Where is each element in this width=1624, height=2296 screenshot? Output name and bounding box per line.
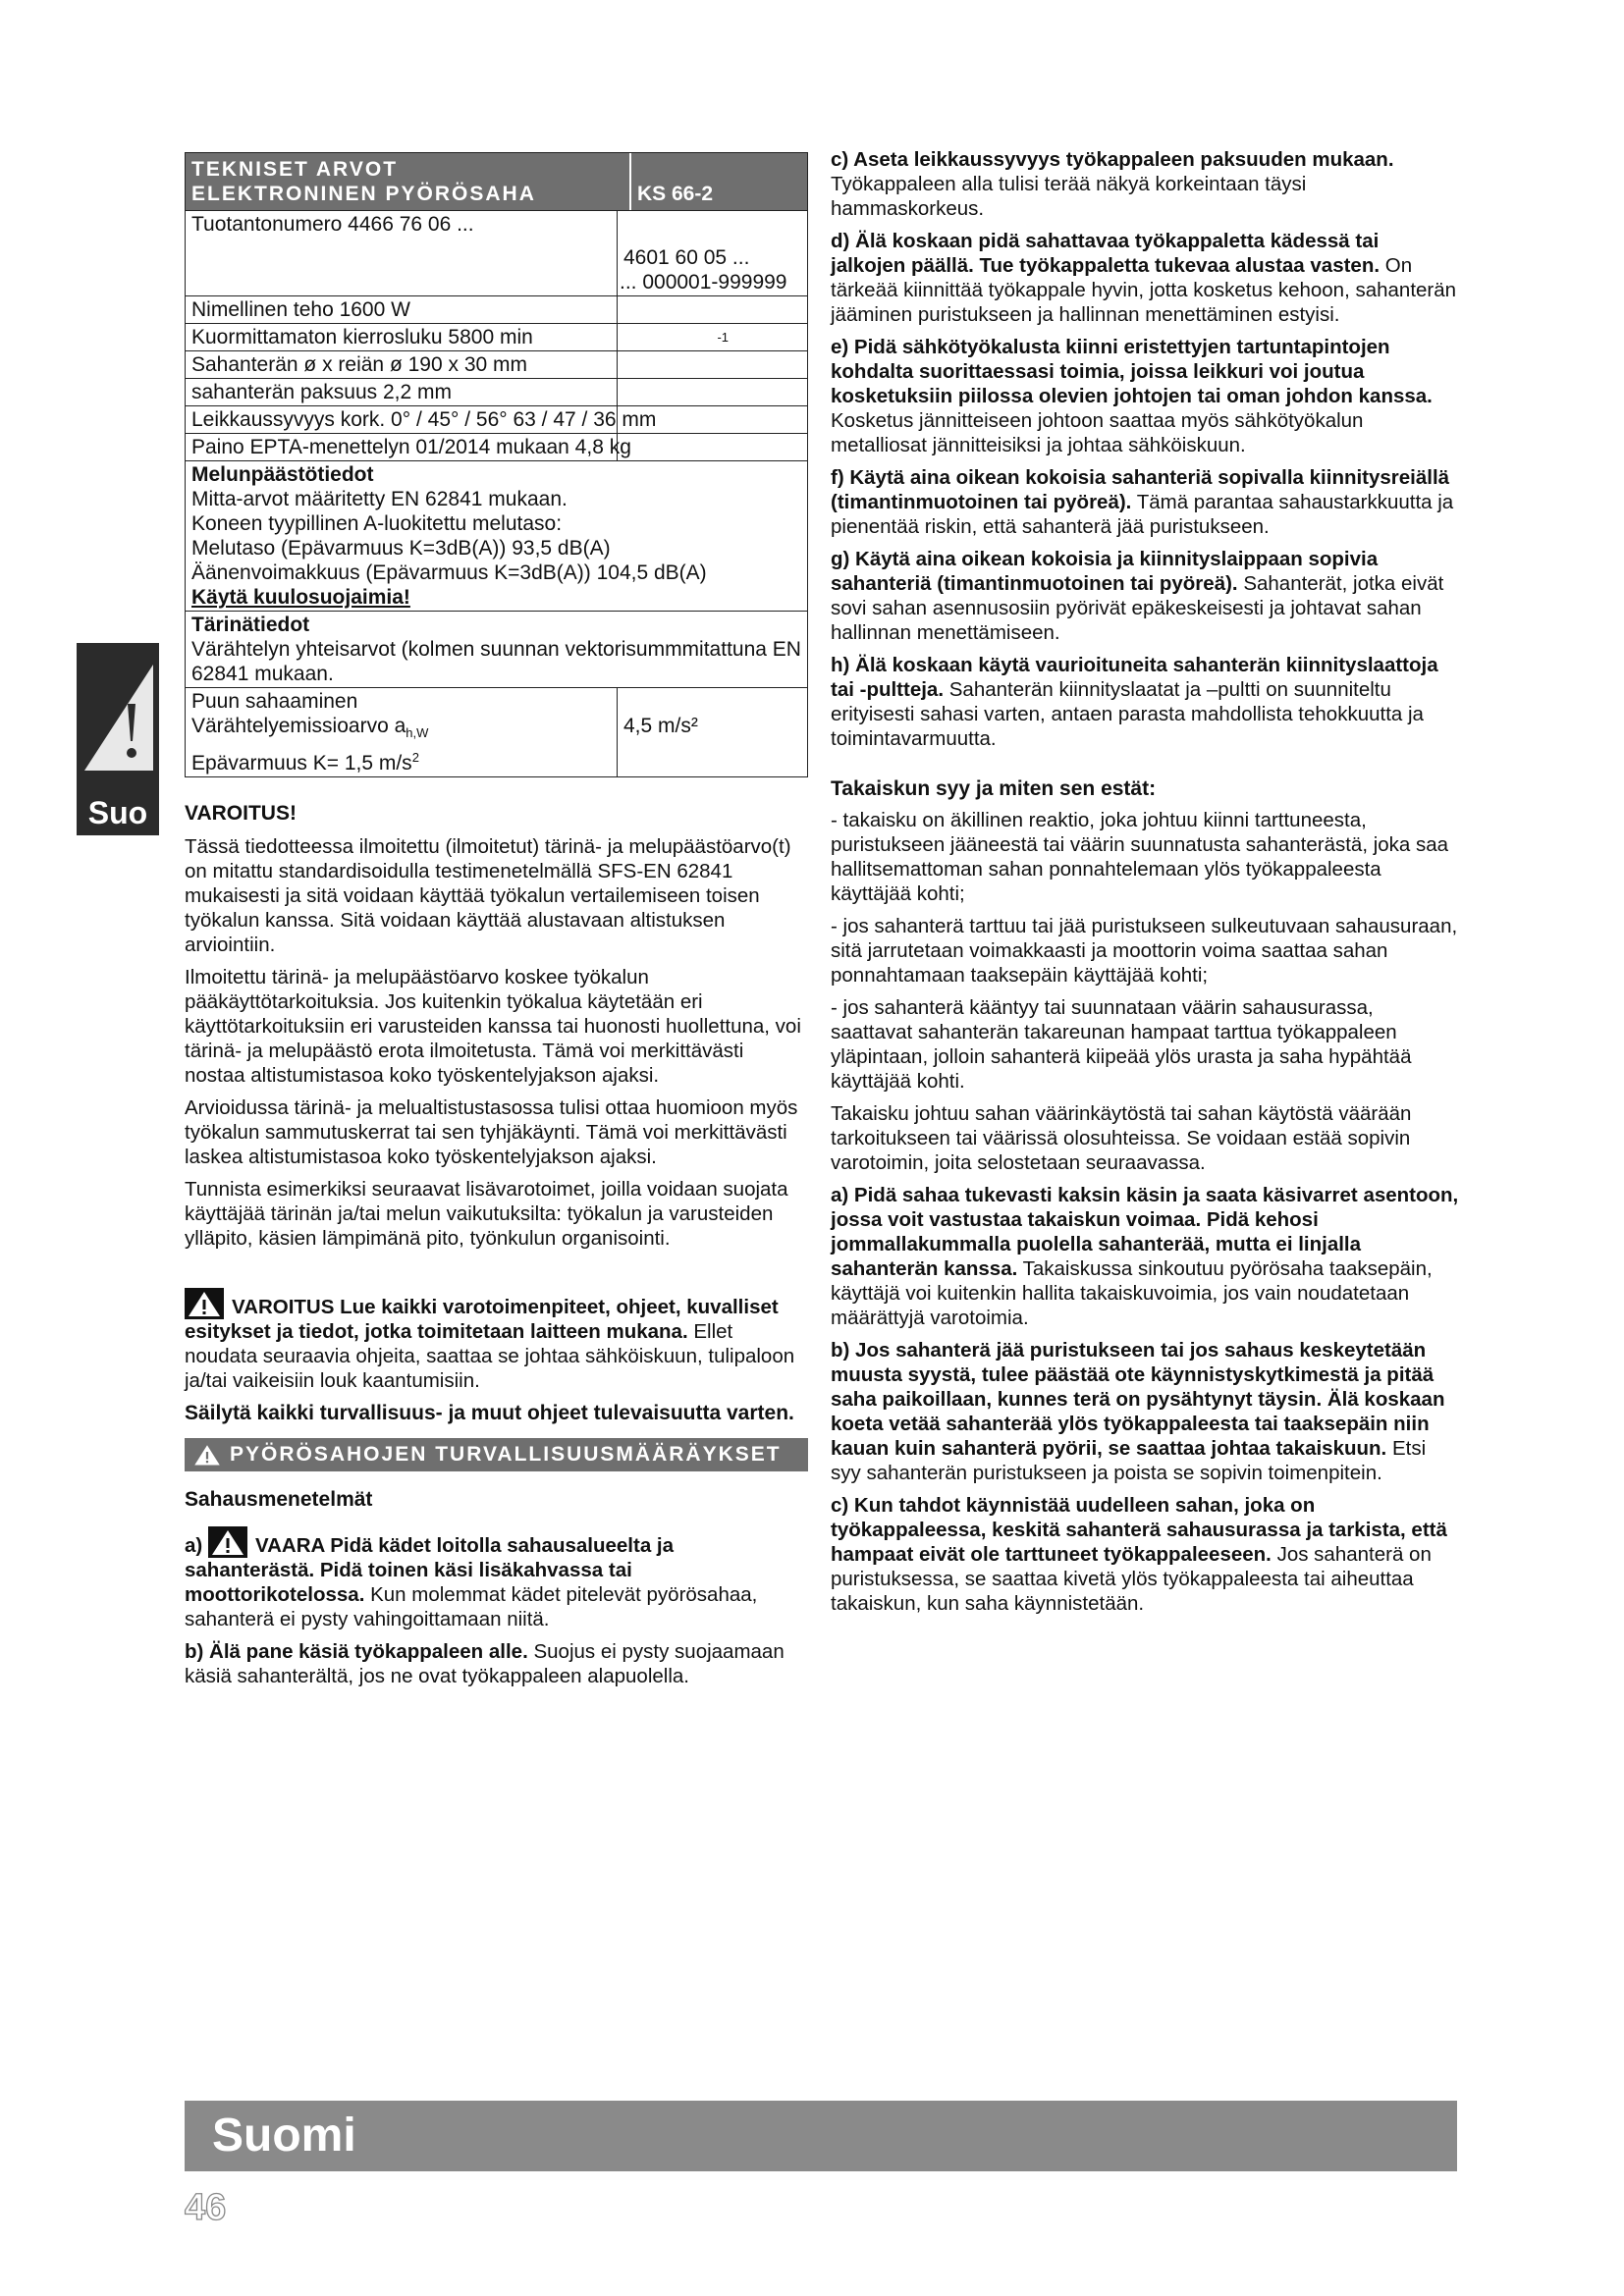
table-row: Kuormittamaton kierrosluku 5800 min <box>186 324 618 350</box>
safety-item-b <box>185 1639 808 1688</box>
safety-item-a <box>185 1526 808 1631</box>
noise-heading: Melunpäästötiedot <box>191 463 374 486</box>
kickback-item <box>831 1338 1459 1485</box>
table-row: Leikkaussyvyys kork. 0° / 45° / 56° 63 / 47 / 36 mm <box>186 406 618 433</box>
table-row: sahanterän paksuus 2,2 mm <box>186 379 618 405</box>
item-text: Työkappaleen alla tulisi terää näkyä korkeintaan täysi hammaskorkeus. <box>831 173 1307 220</box>
side-tab-label: Suo <box>87 795 148 830</box>
model-name: KS 66-2 <box>637 183 714 205</box>
item-text: Kosketus jännitteiseen johtoon saattaa myös sähkötyökalun metalliosat jännitteisiksi ja johtaa sähköiskuun. <box>831 409 1364 456</box>
kickback-paragraph: - jos sahanterä tarttuu tai jää puristukseen sulkeutuvaan sahausuraan, sitä jarrutetaan voimakkaasti ja moottorin voima saattaa sahan ponnahtamaan taaksepäin käyttäjää kohti; <box>831 915 1458 987</box>
left-paragraph: Tunnista esimerkiksi seuraavat lisävarotoimet, joilla voidaan suojata käyttäjää tärinän ja/tai melun vaikutuksilta: työkalun ja varusteiden ylläpito, käsien lämpimänä pito, työnkulun organisointi. <box>185 1178 788 1251</box>
hearing-protection: Käytä kuulosuojaimia! <box>191 586 410 609</box>
kickback-paragraph: - takaisku on äkillinen reaktio, joka johtuu kiinni tarttuneesta, puristukseen jääneestä tai väärin suunnatusta sahanterästä, joka saa hallitsemattoman sahan ponnahtelemaan ylös työkappaleesta käyttäjää kohti; <box>831 809 1449 905</box>
table-title-line2: ELEKTRONINEN PYÖRÖSAHA <box>191 183 536 205</box>
kickback-heading: Takaiskun syy ja miten sen estät: <box>831 777 1157 800</box>
noise-line: Äänenvoimakkuus (Epävarmuus K=3dB(A)) 104,5 dB(A) <box>191 561 707 584</box>
section-title: PYÖRÖSAHOJEN TURVALLISUUSMÄÄRÄYKSET <box>230 1443 782 1467</box>
item-text: On tärkeää kiinnittää työkappale hyvin, jotta kosketus kehoon, sahanterän jääminen puristukseen ja hallinnan menettäminen estyisi. <box>831 254 1457 326</box>
safety-item <box>831 465 1459 539</box>
item-text: Sahanterät, jotka eivät sovi sahan asennusosiin pyörivät epäkeskeisesti ja johtavat sahan hallinnan menettämiseen. <box>831 572 1444 644</box>
general-warning <box>185 1288 808 1393</box>
safety-item <box>831 653 1459 751</box>
rpm-superscript: -1 <box>717 330 729 345</box>
item-text: Tämä parantaa sahaustarkkuutta ja pienentää riskin, että sahanterä jää puristukseen. <box>831 491 1454 538</box>
item-bold: h) Älä koskaan käytä vaurioituneita sahanterän kiinnityslaattoja tai -pultteja. <box>831 654 1438 701</box>
sawing-methods-heading: Sahausmenetelmät <box>185 1488 373 1512</box>
item-bold: a) Pidä sahaa tukevasti kaksin käsin ja saata käsivarret asentoon, jossa voit vastustaa takaiskun voimaa. Pidä kehosi jommallakummalla puolella sahanterää, mutta ei linjalla sahanterän kanssa. <box>831 1184 1459 1280</box>
vibration-subscript: h,W <box>406 725 429 741</box>
table-row: Sahanterän ø x reiän ø 190 x 30 mm <box>186 351 618 378</box>
noise-line: Mitta-arvot määritetty EN 62841 mukaan. <box>191 488 568 510</box>
item-b-bold: b) Älä pane käsiä työkappaleen alle. <box>185 1640 528 1664</box>
wood-sawing-label: Puun sahaaminen <box>191 690 358 713</box>
page-number: 46 <box>185 2187 227 2228</box>
left-paragraph: Tässä tiedotteessa ilmoitettu (ilmoitetut) tärinä- ja melupäästöarvo(t) on mitattu standardisoidulla testimenetelmällä SFS-EN 62841 mukaisesti ja sitä voidaan käyttää työkalun vertailemiseen toisen työkalun kanssa. Sitä voidaan käyttää alustavaan altistuksen arviointiin. <box>185 835 791 957</box>
language-footer-bar <box>185 2101 1457 2171</box>
kickback-item <box>831 1493 1459 1616</box>
table-row: Paino EPTA-menettelyn 01/2014 mukaan 4,8 kg <box>186 434 618 460</box>
safety-item <box>831 147 1459 221</box>
technical-data-table <box>185 152 808 777</box>
item-bold: g) Käytä aina oikean kokoisia ja kiinnityslaippaan sopivia sahanteriä (timantinmuotoinen tai pyöreä). <box>831 548 1379 595</box>
uncertainty-label: Epävarmuus K= 1,5 m/s <box>191 752 412 775</box>
product-number-label: Tuotantonumero 4466 76 06 ... <box>186 211 618 295</box>
safety-item <box>831 547 1459 645</box>
item-text: Etsi syy sahanterän puristukseen ja poista se sopivin toimenpitein. <box>831 1437 1427 1484</box>
item-b-text: Suojus ei pysty suojaamaan käsiä sahanterältä, jos ne ovat työkappaleen alapuolella. <box>185 1640 785 1688</box>
vibration-value: 4,5 m/s² <box>623 715 698 737</box>
vibration-heading: Tärinätiedot <box>191 614 310 636</box>
vibration-text: Värähtelyn yhteisarvot (kolmen suunnan vektorisummmitattuna EN 62841 mukaan. <box>191 638 801 685</box>
keep-instructions: Säilytä kaikki turvallisuus- ja muut ohjeet tulevaisuutta varten. <box>185 1402 794 1425</box>
item-bold: c) Kun tahdot käynnistää uudelleen sahan, joka on työkappaleessa, keskitä sahanterä sahausurassa ja tarkista, että hampaat eivät ole tarttuneet työkappaleeseen. <box>831 1494 1447 1566</box>
table-row: Nimellinen teho 1600 W <box>186 296 618 323</box>
safety-item <box>831 335 1459 457</box>
item-bold: c) Aseta leikkaussyvyys työkappaleen paksuuden mukaan. <box>831 148 1394 171</box>
noise-line: Koneen tyypillinen A-luokitettu melutaso: <box>191 512 563 535</box>
warning-heading: VAROITUS! <box>185 802 297 826</box>
noise-line: Melutaso (Epävarmuus K=3dB(A)) 93,5 dB(A) <box>191 537 611 560</box>
footer-language: Suomi <box>212 2109 356 2162</box>
general-warning-bold: VAROITUS Lue kaikki varotoimenpiteet, ohjeet, kuvalliset esitykset ja tiedot, jotka toimitetaan laitteen mukana. <box>185 1296 779 1344</box>
kickback-item <box>831 1183 1459 1330</box>
item-bold: f) Käytä aina oikean kokoisia sahanteriä sopivalla kiinnitysreiällä (timantinmuotoinen tai pyöreä). <box>831 466 1450 513</box>
item-a-label: a) <box>185 1534 203 1558</box>
uncertainty-sup: 2 <box>411 750 419 766</box>
section-title-bar <box>185 1438 808 1471</box>
product-number-value-2: ... 000001-999999 <box>620 271 787 294</box>
left-paragraph: Ilmoitettu tärinä- ja melupäästöarvo koskee työkalun pääkäyttötarkoituksia. Jos kuitenkin työkalua käytetään eri käyttötarkoituksiin eri varusteiden kanssa tai huonosti huollettuna, voi tärinä- ja melupäästö erota ilmoitetusta. Tämä voi merkittävästi nostaa altistumistasoa koko työskentelyjakson ajaksi. <box>185 966 801 1088</box>
warning-icon <box>185 1288 224 1319</box>
item-bold: d) Älä koskaan pidä sahattavaa työkappaletta kädessä tai jalkojen päällä. Tue työkappaletta tukevaa alustaa vasten. <box>831 230 1380 277</box>
language-side-tab <box>77 643 159 835</box>
kickback-paragraph: Takaisku johtuu sahan väärinkäytöstä tai sahan käytöstä väärään tarkoitukseen tai väärissä olosuhteissa. Se voidaan estää sopivin varotoimin, joita selostetaan seuraavassa. <box>831 1102 1412 1174</box>
item-bold: b) Jos sahanterä jää puristukseen tai jos sahaus keskeytetään muusta syystä, tulee päästää ote käynnistyskytkimestä ja pitää saha paikoillaan, kunnes terä on pysähtynyt täysin. Älä koskaan koeta vetää sahanterää ylös työkappaleesta tai taaksepäin niin kauan kuin sahanterä pyörii, se saattaa johtaa takaiskuun. <box>831 1339 1445 1460</box>
general-warning-text: Ellet noudata seuraavia ohjeita, saattaa se johtaa sähköiskuun, tulipaloon ja/tai vaikeisiin louk kaantumisiin. <box>185 1320 795 1393</box>
item-a-bold: VAARA Pidä kädet loitolla sahausalueelta ja sahanterästä. Pidä toinen käsi lisäkahvassa tai moottorikotelossa. <box>185 1534 675 1607</box>
left-paragraph: Arvioidussa tärinä- ja melualtistustasossa tulisi ottaa huomioon myös työkalun sammutuskerrat tai sen tyhjäkäynti. Tämä voi merkittävästi laskea altistumistasoa koko työskentelyjakson ajaksi. <box>185 1096 798 1169</box>
product-number-value-1: 4601 60 05 ... <box>623 246 750 269</box>
vibration-value-label: Värähtelyemissioarvo a <box>191 715 406 737</box>
item-a-text: Kun molemmat kädet pitelevät pyörösahaa, sahanterä ei pysty vahingoittamaan niitä. <box>185 1583 758 1631</box>
item-text: Sahanterän kiinnityslaatat ja –pultti on suunniteltu erityisesti sahasi varten, antaen parasta mahdollista tehokkuutta ja toimintavarmuutta. <box>831 678 1424 750</box>
item-bold: e) Pidä sähkötyökalusta kiinni eristettyjen tartuntapintojen kohdalta suorittaessasi toimia, joissa leikkuri voi joutua kosketuksiin piilossa olevien johtojen tai oman johdon kanssa. <box>831 336 1433 407</box>
safety-item <box>831 229 1459 327</box>
table-title-line1: TEKNISET ARVOT <box>191 158 399 181</box>
kickback-paragraph: - jos sahanterä kääntyy tai suunnataan väärin sahausurassa, saattavat sahanterän takareunan hampaat tarttua työkappaleen yläpintaan, jolloin sahanterä kiipeää ylös urasta ja saha hypähtää käyttäjää kohti. <box>831 996 1412 1093</box>
item-text: Jos sahanterä on puristuksessa, se saattaa kivetä ylös työkappaleesta tai aiheuttaa takaiskun, kun saha käynnistetään. <box>831 1543 1432 1615</box>
warning-icon <box>192 1442 222 1468</box>
item-text: Takaiskussa sinkoutuu pyörösaha taaksepäin, käyttäjä voi kuitenkin hallita takaiskuvoimia, jos vain noudatetaan määrättyjä varotoimia. <box>831 1257 1433 1329</box>
warning-triangle-icon <box>77 643 159 790</box>
warning-icon <box>208 1526 247 1558</box>
